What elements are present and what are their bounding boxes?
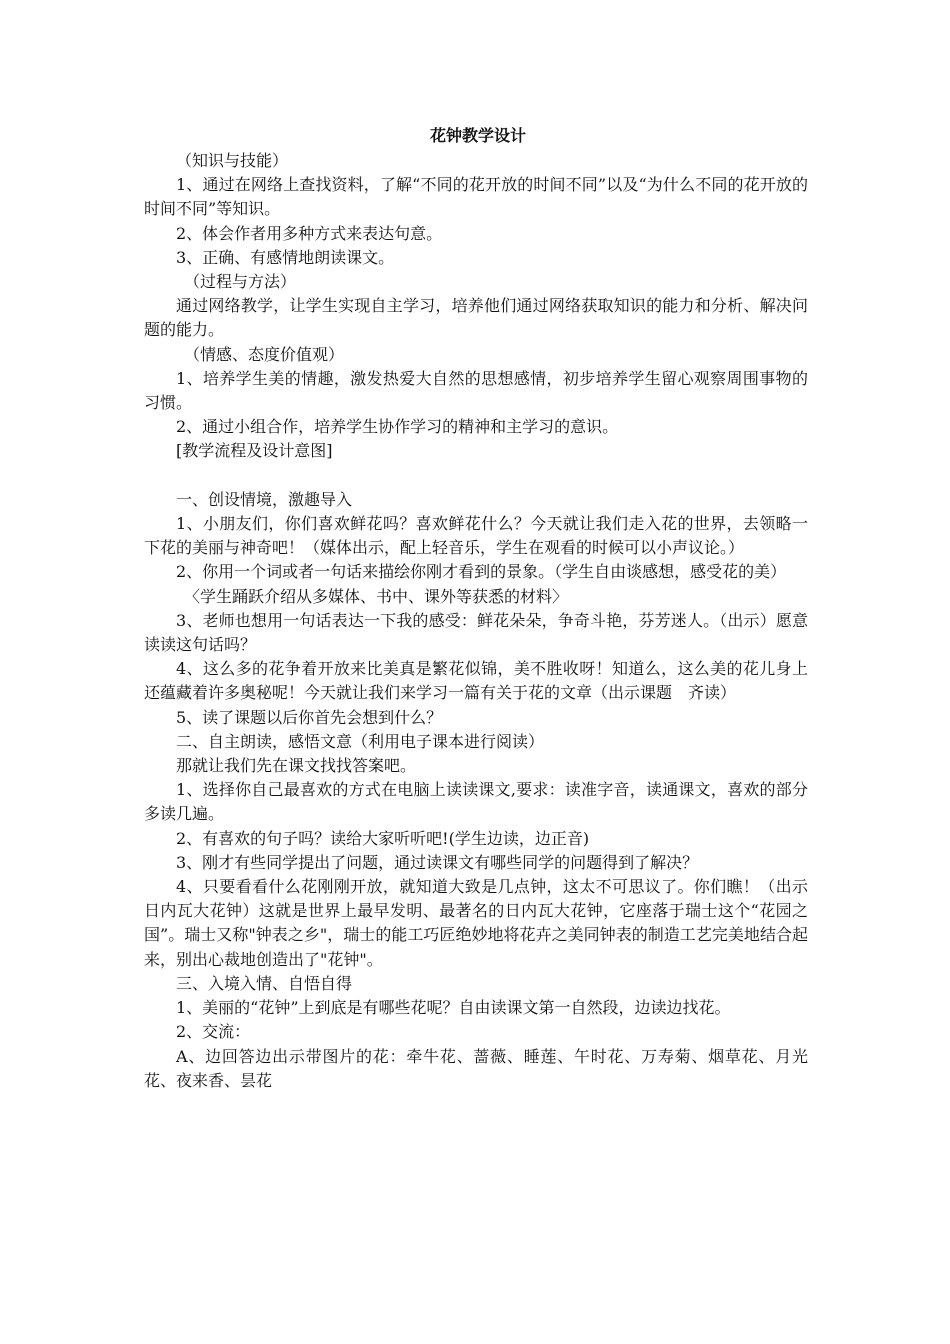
paragraph: 2、通过小组合作，培养学生协作学习的精神和主学习的意识。 (176, 417, 619, 437)
paragraph: 2、你用一个词或者一句话来描绘你刚才看到的景象。（学生自由谈感想，感受花的美） (176, 562, 787, 582)
paragraph: 1、通过在网络上查找资料，了解“不同的花开放的时间不同”以及“为什么不同的花开放的时间不同”等知识。 (144, 175, 808, 219)
paragraph: 1、选择你自己最喜欢的方式在电脑上读读课文,要求：读准字音，读通课文，喜欢的部分多读几遍。 (144, 780, 808, 824)
section-heading-process: （过程与方法） (184, 272, 297, 292)
paragraph: 4、只要看看什么花刚刚开放，就知道大致是几点钟，这太不可思议了。你们瞧！（出示日内瓦大花钟）这就是世界上最早发明、最著名的日内瓦大花钟，它座落于瑞士这个“花园之国”。瑞士又称"钟表之乡"，瑞士的能工巧匠绝妙地将花卉之美同钟表的制造工艺完美地结合起来，别出心裁地创造出了"花钟"。 (144, 877, 808, 969)
paragraph: 1、培养学生美的情趣，激发热爱大自然的思想感情，初步培养学生留心观察周围事物的习惯。 (144, 368, 808, 413)
paragraph-note: 〈学生踊跃介绍从多媒体、书中、课外等获悉的材料〉 (184, 586, 569, 606)
section-heading-flow: [教学流程及设计意图] (176, 441, 333, 461)
document-title: 花钟教学设计 (429, 126, 526, 145)
section-heading-emotion: （情感、态度价值观） (184, 344, 345, 364)
paragraph: 通过网络教学，让学生实现自主学习，培养他们通过网络获取知识的能力和分析、解决问题的能力。 (144, 296, 808, 340)
paragraph: A、边回答边出示带图片的花：牵牛花、蔷薇、睡莲、午时花、万寿菊、烟草花、月光花、夜来香、昙花 (144, 1046, 808, 1090)
paragraph: 1、美丽的“花钟”上到底是有哪些花呢？自由读课文第一自然段，边读边找花。 (176, 998, 731, 1018)
paragraph: 3、老师也想用一句话表达一下我的感受：鲜花朵朵，争奇斗艳，芬芳迷人。（出示）愿意读读这句话吗？ (144, 610, 808, 655)
section-heading-knowledge: （知识与技能） (176, 151, 289, 170)
paragraph: 5、读了课题以后你首先会想到什么？ (176, 707, 443, 727)
paragraph: 2、体会作者用多种方式来表达句意。 (176, 223, 443, 243)
section-heading-part-two: 二、自主朗读，感悟文意（利用电子课本进行阅读） (176, 731, 545, 751)
paragraph: 那就让我们先在课文找找答案吧。 (176, 756, 417, 776)
paragraph: 3、刚才有些同学提出了问题，通过读课文有哪些同学的问题得到了解决？ (176, 852, 699, 872)
paragraph: 4、这么多的花争着开放来比美真是繁花似锦，美不胜收呀！知道么，这么美的花儿身上还蕴藏着许多奥秘呢！今天就让我们来学习一篇有关于花的文章（出示课题 齐读） (144, 659, 808, 703)
document-page (144, 124, 808, 1093)
paragraph: 2、交流： (176, 1022, 251, 1042)
section-heading-part-one: 一、创设情境，激趣导入 (176, 489, 353, 509)
paragraph: 3、正确、有感情地朗读课文。 (176, 247, 395, 267)
paragraph: 2、有喜欢的句子吗？读给大家听听吧!(学生边读，边正音) (176, 828, 590, 848)
paragraph: 1、小朋友们，你们喜欢鲜花吗？喜欢鲜花什么？今天就让我们走入花的世界，去领略一下花的美丽与神奇吧！（媒体出示，配上轻音乐，学生在观看的时候可以小声议论。） (144, 514, 808, 558)
blank-line (144, 464, 808, 488)
section-heading-part-three: 三、入境入情、自悟自得 (176, 973, 353, 993)
